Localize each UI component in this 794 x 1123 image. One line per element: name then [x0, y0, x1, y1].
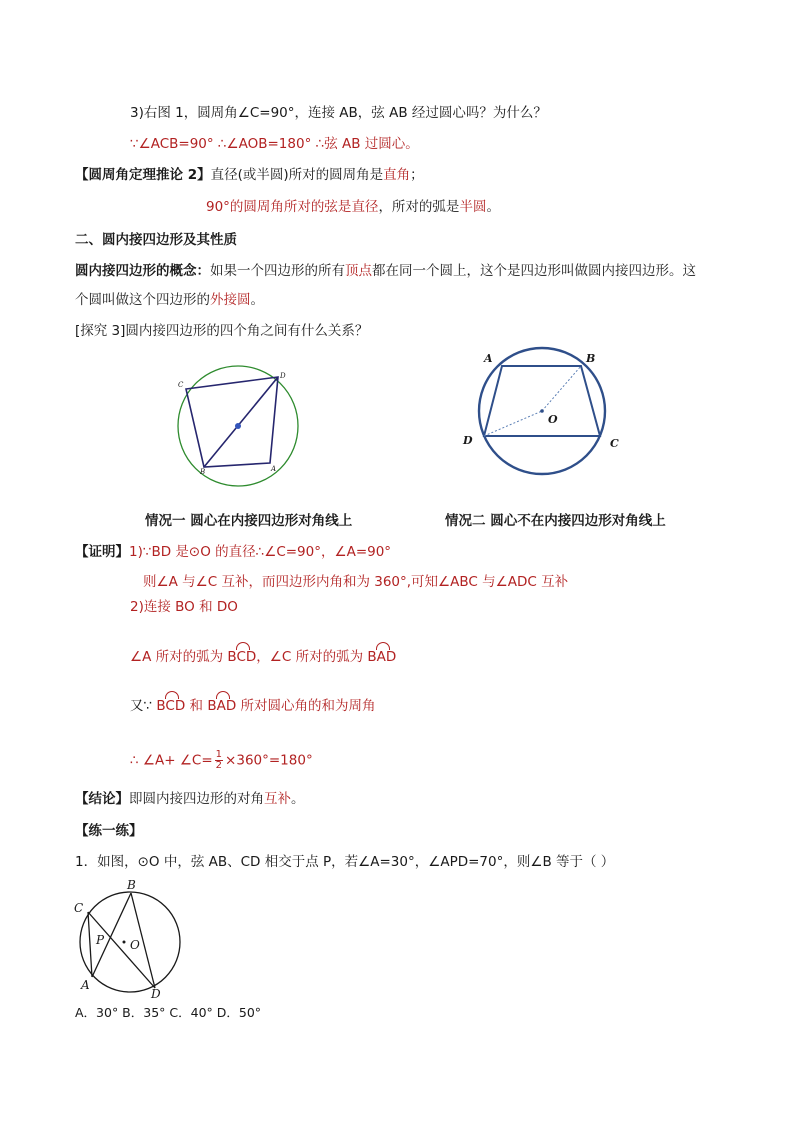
figure-2-radius-od: [484, 411, 542, 436]
arc-bad-2: BAD: [207, 698, 237, 714]
corollary-2-punct: ；: [410, 167, 424, 183]
corollary-2-line2-e: 。: [486, 199, 500, 215]
practice-label-a: A: [81, 978, 90, 992]
figure-1-quadrilateral: [186, 377, 278, 467]
conclusion-text-b: 互补: [264, 791, 291, 807]
figure-2-quadrilateral: [484, 366, 600, 436]
proof-line-3: 2)连接 BO 和 DO: [130, 599, 238, 615]
practice-label: 【练一练】: [75, 823, 143, 839]
practice-chord-ac: [88, 912, 92, 977]
figure-1-diagonal: [204, 377, 278, 467]
proof-line-4-a: ∠A 所对的弧为: [130, 649, 228, 665]
proof-line-5: [130, 697, 376, 715]
figure-1-center: [235, 423, 241, 429]
figure-2-label-b: B: [586, 352, 596, 365]
concept-label: 圆内接四边形的概念：: [75, 263, 210, 279]
proof-line-5-b: 和: [185, 698, 208, 714]
proof-line-6-a: ∴ ∠A+ ∠C=: [130, 752, 213, 769]
proof-line-5-c: 所对圆心角的和为周角: [236, 698, 376, 714]
practice-center: [123, 941, 126, 944]
question-3-text: 3)右图 1，圆周角∠C=90°，连接 AB，弦 AB 经过圆心吗？为什么？: [130, 105, 547, 121]
figure-2-label-a: A: [484, 352, 493, 365]
practice-question-1: 1．如图，⊙O 中，弦 AB、CD 相交于点 P，若∠A=30°，∠APD=70°，则∠B 等于（ ）: [75, 854, 615, 870]
proof-line-2: 则∠A 与∠C 互补，而四边形内角和为 360°,可知∠ABC 与∠ADC 互补: [143, 574, 569, 590]
proof-label: 【证明】: [75, 544, 129, 560]
conclusion: [75, 790, 305, 808]
proof-line-6-b: ×360°=180°: [225, 752, 313, 769]
figure-2-caption: 情况二 圆心不在内接四边形对角线上: [445, 513, 666, 529]
arc-bad: BAD: [367, 649, 397, 665]
section-2-title: 二、圆内接四边形及其性质: [75, 232, 237, 248]
concept-text-a: 如果一个四边形的所有: [210, 263, 345, 279]
corollary-2-text: 直径(或半圆)所对的圆周角是: [210, 167, 384, 183]
proof-line-6: [130, 750, 313, 771]
figure-2-center: [540, 409, 544, 413]
fraction-one-half: [215, 750, 223, 771]
figure-1-label-a: A: [271, 465, 277, 473]
concept-text-c: 都在同一个圆上，这个是四边形叫做圆内接四边形。这: [372, 263, 696, 279]
proof-line-4: [130, 648, 396, 666]
concept-text-b: 顶点: [345, 263, 372, 279]
corollary-2-line2-c: ，所对的弧是: [378, 199, 460, 215]
conclusion-text-c: 。: [291, 791, 305, 807]
practice-label-o: O: [130, 938, 140, 952]
fraction-denominator: 2: [215, 760, 223, 771]
figure-1-caption: 情况一 圆心在内接四边形对角线上: [145, 513, 353, 529]
concept-line2-c: 。: [250, 292, 264, 308]
corollary-2-line2-d: 半圆: [459, 199, 487, 215]
arc-bcd-2: BCD: [156, 698, 186, 714]
practice-label-b: B: [127, 878, 136, 892]
proof-line-5-a: 又∵: [130, 698, 157, 714]
fraction-numerator: 1: [215, 749, 223, 760]
conclusion-label: 【结论】: [75, 791, 129, 807]
practice-label-d: D: [151, 987, 161, 1001]
corollary-2-label: 【圆周角定理推论 2】: [75, 167, 211, 183]
arc-bcd: BCD: [227, 649, 257, 665]
practice-label-c: C: [74, 901, 84, 915]
question-3-answer: ∵∠ACB=90° ∴∠AOB=180° ∴弦 AB 过圆心。: [130, 136, 419, 152]
figure-1-label-c: C: [178, 381, 184, 389]
figure-2-label-c: C: [610, 437, 619, 450]
practice-label-p: P: [96, 933, 105, 947]
concept-line2-a: 个圆叫做这个四边形的: [75, 292, 210, 308]
conclusion-text-a: 即圆内接四边形的对角: [129, 791, 264, 807]
proof-line-1: [75, 543, 391, 561]
figure-1-label-d: D: [280, 372, 286, 380]
corollary-2-line2-a: 90°的圆周角所对的弦是: [206, 199, 352, 215]
figure-2-label-d: D: [463, 434, 473, 447]
corollary-2-line2-b: 直径: [351, 199, 379, 215]
concept-line2-b: 外接圆: [210, 292, 251, 308]
corollary-2-answer: 直角: [383, 167, 411, 183]
proof-line-4-b: ，∠C 所对的弧为: [256, 649, 368, 665]
proof-line-1-text: 1)∵BD 是⊙O 的直径∴∠C=90°，∠A=90°: [129, 544, 392, 560]
explore-3: [探究 3]圆内接四边形的四个角之间有什么关系？: [75, 323, 369, 339]
figure-2-radius-ob: [542, 366, 581, 411]
figure-1-label-b: B: [200, 468, 206, 476]
figure-2-label-o: O: [548, 413, 558, 426]
practice-options: A．30° B．35° C．40° D．50°: [75, 1005, 262, 1020]
